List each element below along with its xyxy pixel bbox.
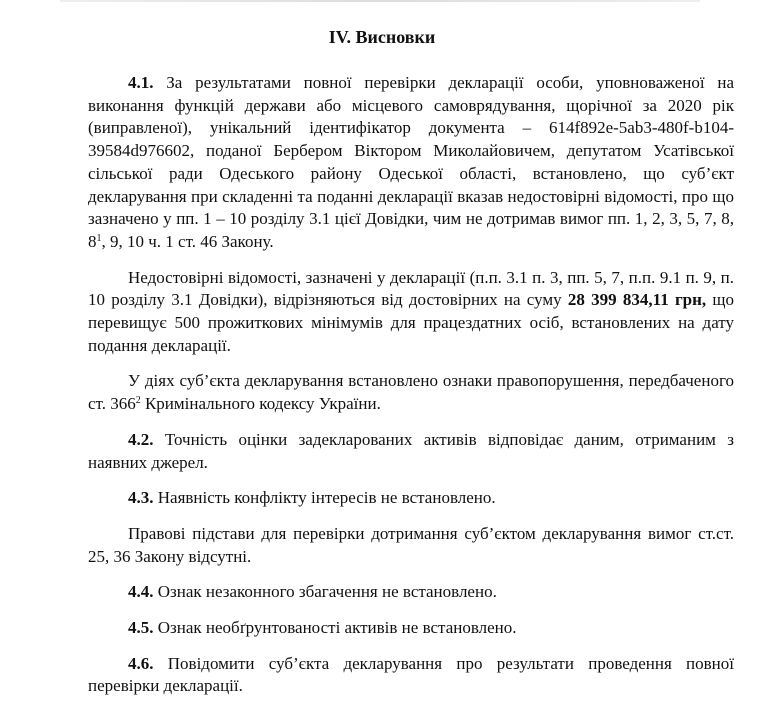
- previous-page-line-fragment: [60, 0, 700, 2]
- paragraph-text: У діях суб’єкта декларування встановлено ознаки правопорушення, передбаченого ст. 366: [88, 371, 734, 414]
- paragraph-4-3: [88, 487, 734, 510]
- paragraph-text: Ознак незаконного збагачення не встановлено.: [153, 582, 497, 602]
- paragraph-text: , 9, 10 ч. 1 ст. 46 Закону.: [101, 231, 274, 251]
- paragraph-4-1: [88, 72, 734, 254]
- paragraph-4-4: [88, 581, 734, 604]
- superscript: 1: [96, 232, 102, 244]
- paragraph-4-5: [88, 617, 734, 640]
- paragraph-number: 4.2.: [128, 429, 154, 449]
- paragraph-number: 4.5.: [128, 618, 154, 638]
- paragraph-crime: [88, 370, 734, 415]
- superscript: 2: [135, 395, 141, 407]
- document-body: [88, 48, 734, 721]
- paragraph-4-2: [88, 429, 734, 474]
- paragraph-text: Недостовірні відомості, зазначені у декларації (п.п. 3.1 п. 3, пп. 5, 7, п.п. 9.1 п. 9, п. 10 розділу 3.1 Довідки), відрізняються від достовірних на суму: [88, 267, 734, 310]
- paragraph-text: За результатами повної перевірки декларації особи, уповноваженої на виконання функцій держави або місцевого самоврядування, щорічної за 2020 рік (виправленої), унікальний ідентифікатор документа – 614f892e-5ab3-480f-b104-39584d976602, поданої Бербером Віктором Миколайовичем, депутатом Усатівської сільської ради Одеського району Одеської області, встановлено, що суб’єкт декларування при складенні та поданні декларації вказав недостовірні відомості, про що зазначено у пп. 1 – 10 розділу 3.1 цієї Довідки, чим не дотримав вимог пп. 1, 2, 3, 5, 7, 8, 8: [88, 73, 734, 251]
- paragraph-number: 4.6.: [128, 653, 154, 673]
- paragraph-number: 4.3.: [128, 488, 154, 508]
- paragraph-text: Наявність конфлікту інтересів не встановлено.: [153, 488, 496, 508]
- paragraph-number: 4.4.: [128, 582, 154, 602]
- paragraph-text: що перевищує 500 прожиткових мінімумів для працездатних осіб, встановлених на дату подання декларації.: [88, 290, 735, 355]
- paragraph-legal: [88, 523, 734, 568]
- paragraph-text: Правові підстави для перевірки дотримання суб’єктом декларування вимог ст.ст. 25, 36 Закону відсутні.: [88, 523, 734, 566]
- paragraph-number: 4.1.: [128, 73, 154, 92]
- paragraph-false-info: [88, 267, 734, 358]
- paragraph-text: Повідомити суб’єкта декларування про результати проведення повної перевірки декларації.: [88, 653, 734, 696]
- paragraph-text: Ознак необґрунтованості активів не встановлено.: [153, 618, 517, 638]
- paragraph-text: Точність оцінки задекларованих активів відповідає даним, отриманим з наявних джерел.: [88, 429, 734, 472]
- paragraph-text: Кримінального кодексу України.: [140, 394, 381, 414]
- paragraph-4-6: [88, 653, 734, 698]
- section-title: IV. Висновки: [328, 27, 436, 47]
- amount: 28 399 834,11 грн,: [567, 290, 707, 310]
